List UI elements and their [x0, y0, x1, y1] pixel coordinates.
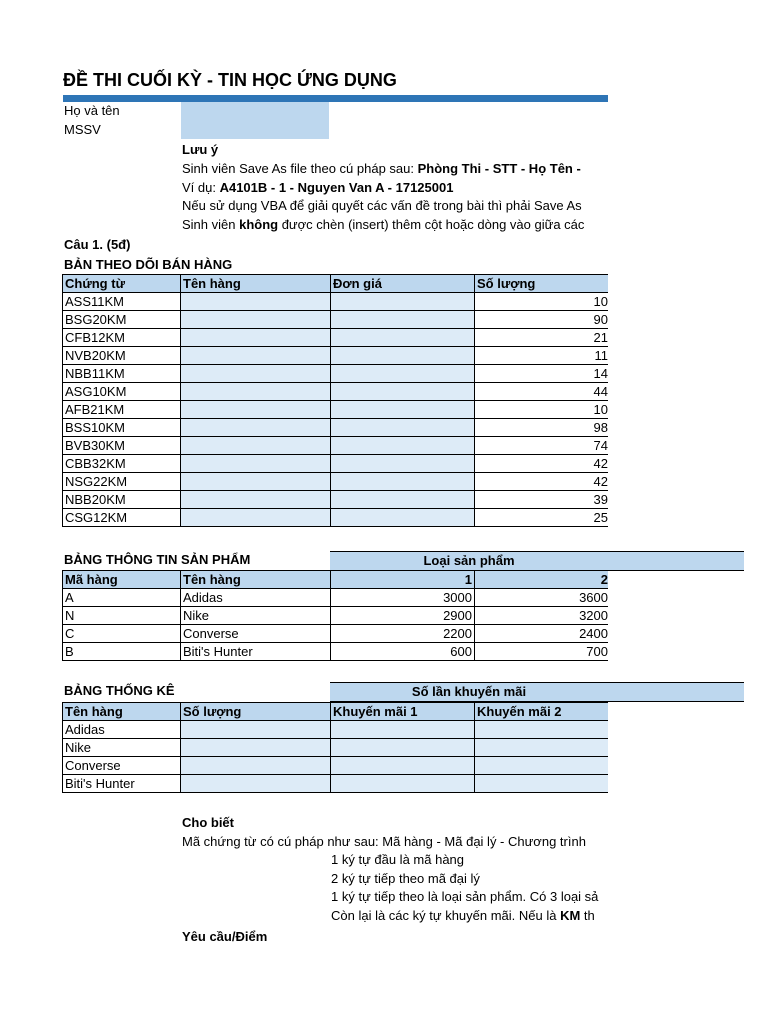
quantity-cell[interactable]: 11: [475, 347, 609, 365]
quantity-cell[interactable]: 25: [475, 509, 609, 527]
promo-1-input-cell[interactable]: [331, 757, 475, 775]
note-line-3: Nếu sử dụng VBA để giải quyết các vấn đề trong bài thì phải Save As: [182, 198, 582, 213]
document-code-cell[interactable]: NSG22KM: [63, 473, 181, 491]
quantity-cell[interactable]: 14: [475, 365, 609, 383]
document-code-cell[interactable]: BSS10KM: [63, 419, 181, 437]
sales-row: [63, 437, 609, 455]
unit-price-input-cell[interactable]: [331, 311, 475, 329]
header-type-2: 2: [475, 571, 609, 589]
product-name-cell[interactable]: Biti's Hunter: [181, 643, 331, 661]
product-name-input-cell[interactable]: [181, 473, 331, 491]
quantity-cell[interactable]: 10: [475, 293, 609, 311]
promo-1-input-cell[interactable]: [331, 721, 475, 739]
stats-quantity-input-cell[interactable]: [181, 757, 331, 775]
promo-count-header-band: [330, 682, 744, 702]
promo-2-input-cell[interactable]: [475, 757, 609, 775]
quantity-cell[interactable]: 44: [475, 383, 609, 401]
header-type-1: 1: [331, 571, 475, 589]
document-code-cell[interactable]: ASS11KM: [63, 293, 181, 311]
info-line-2: 1 ký tự đầu là mã hàng: [331, 852, 465, 867]
document-code-cell[interactable]: CSG12KM: [63, 509, 181, 527]
sales-row: [63, 401, 609, 419]
product-table: [62, 570, 608, 661]
stats-table-title: BẢNG THỐNG KÊ: [64, 683, 175, 698]
price-type-1-cell[interactable]: 3000: [331, 589, 475, 607]
product-name-input-cell[interactable]: [181, 401, 331, 419]
product-name-input-cell[interactable]: [181, 311, 331, 329]
unit-price-input-cell[interactable]: [331, 437, 475, 455]
question-1-label: Câu 1. (5đ): [64, 237, 131, 252]
stats-row: [63, 739, 609, 757]
document-code-cell[interactable]: CBB32KM: [63, 455, 181, 473]
stats-header-row: [63, 703, 609, 721]
sales-row: [63, 509, 609, 527]
info-heading: Cho biết: [182, 815, 234, 830]
stats-quantity-input-cell[interactable]: [181, 721, 331, 739]
sales-row: [63, 347, 609, 365]
unit-price-input-cell[interactable]: [331, 419, 475, 437]
product-code-cell[interactable]: B: [63, 643, 181, 661]
quantity-cell[interactable]: 21: [475, 329, 609, 347]
stats-product-name-cell[interactable]: Nike: [63, 739, 181, 757]
info-line-3: 2 ký tự tiếp theo mã đại lý: [331, 871, 480, 886]
header-promo-1: Khuyến mãi 1: [331, 703, 475, 721]
note-heading: Lưu ý: [182, 142, 219, 157]
unit-price-input-cell[interactable]: [331, 347, 475, 365]
price-type-2-cell[interactable]: 3200: [475, 607, 609, 625]
product-row: [63, 607, 609, 625]
sales-row: [63, 365, 609, 383]
sales-table: [62, 274, 608, 527]
sales-row: [63, 329, 609, 347]
header-unit-price: Đơn giá: [331, 275, 475, 293]
unit-price-input-cell[interactable]: [331, 365, 475, 383]
stats-row: [63, 775, 609, 793]
sales-header-row: [63, 275, 609, 293]
product-name-input-cell[interactable]: [181, 437, 331, 455]
product-row: [63, 589, 609, 607]
price-type-2-cell[interactable]: 2400: [475, 625, 609, 643]
header-document: Chứng từ: [63, 275, 181, 293]
sales-row: [63, 473, 609, 491]
stats-product-name-cell[interactable]: Adidas: [63, 721, 181, 739]
header-quantity: Số lượng: [181, 703, 331, 721]
stats-product-name-cell[interactable]: Biti's Hunter: [63, 775, 181, 793]
info-line-4: 1 ký tự tiếp theo là loại sản phẩm. Có 3 loại sả: [331, 889, 599, 904]
info-line-1: Mã chứng từ có cú pháp như sau: Mã hàng - Mã đại lý - Chương trình: [182, 834, 586, 849]
sales-row: [63, 383, 609, 401]
price-type-1-cell[interactable]: 2900: [331, 607, 475, 625]
header-product-name: Tên hàng: [181, 275, 331, 293]
product-name-input-cell[interactable]: [181, 293, 331, 311]
note-line-4: Sinh viên không được chèn (insert) thêm cột hoặc dòng vào giữa các: [182, 217, 585, 232]
product-name-input-cell[interactable]: [181, 347, 331, 365]
header-product-code: Mã hàng: [63, 571, 181, 589]
sales-row: [63, 293, 609, 311]
stats-table: [62, 702, 608, 793]
product-name-cell[interactable]: Adidas: [181, 589, 331, 607]
sales-row: [63, 491, 609, 509]
header-promo-2: Khuyến mãi 2: [475, 703, 609, 721]
document-code-cell[interactable]: AFB21KM: [63, 401, 181, 419]
unit-price-input-cell[interactable]: [331, 401, 475, 419]
product-code-cell[interactable]: C: [63, 625, 181, 643]
page-title: ĐỀ THI CUỐI KỲ - TIN HỌC ỨNG DỤNG: [63, 70, 397, 90]
document-code-cell[interactable]: CFB12KM: [63, 329, 181, 347]
product-type-header-band: [330, 551, 744, 571]
price-type-1-cell[interactable]: 600: [331, 643, 475, 661]
promo-2-input-cell[interactable]: [475, 739, 609, 757]
sales-row: [63, 455, 609, 473]
info-line-5: Còn lại là các ký tự khuyến mãi. Nếu là KM th: [331, 908, 595, 923]
requirements-heading: Yêu cầu/Điểm: [182, 929, 268, 944]
sales-row: [63, 311, 609, 329]
price-type-2-cell[interactable]: 3600: [475, 589, 609, 607]
header-product-name: Tên hàng: [63, 703, 181, 721]
document-code-cell[interactable]: BSG20KM: [63, 311, 181, 329]
unit-price-input-cell[interactable]: [331, 383, 475, 401]
product-name-input-cell[interactable]: [181, 365, 331, 383]
document-code-cell[interactable]: NBB11KM: [63, 365, 181, 383]
sales-table-title: BẢN THEO DÕI BÁN HÀNG: [64, 257, 233, 272]
student-id-label: MSSV: [64, 122, 101, 137]
document-code-cell[interactable]: NVB20KM: [63, 347, 181, 365]
product-code-cell[interactable]: A: [63, 589, 181, 607]
promo-count-group-header: Số lần khuyến mãi: [411, 684, 527, 699]
promo-2-input-cell[interactable]: [475, 721, 609, 739]
stats-row: [63, 721, 609, 739]
promo-1-input-cell[interactable]: [331, 739, 475, 757]
quantity-cell[interactable]: 10: [475, 401, 609, 419]
header-quantity: Số lượng: [475, 275, 609, 293]
quantity-cell[interactable]: 90: [475, 311, 609, 329]
quantity-cell[interactable]: 98: [475, 419, 609, 437]
product-name-input-cell[interactable]: [181, 329, 331, 347]
unit-price-input-cell[interactable]: [331, 329, 475, 347]
name-label: Họ và tên: [64, 103, 120, 118]
sales-row: [63, 419, 609, 437]
quantity-cell[interactable]: 42: [475, 473, 609, 491]
quantity-cell[interactable]: 74: [475, 437, 609, 455]
promo-2-input-cell[interactable]: [475, 775, 609, 793]
note-line-2: Ví dụ: A4101B - 1 - Nguyen Van A - 17125001: [182, 180, 454, 195]
unit-price-input-cell[interactable]: [331, 293, 475, 311]
product-name-input-cell[interactable]: [181, 383, 331, 401]
header-product-name: Tên hàng: [181, 571, 331, 589]
stats-quantity-input-cell[interactable]: [181, 739, 331, 757]
product-code-cell[interactable]: N: [63, 607, 181, 625]
document-code-cell[interactable]: ASG10KM: [63, 383, 181, 401]
stats-product-name-cell[interactable]: Converse: [63, 757, 181, 775]
product-name-input-cell[interactable]: [181, 491, 331, 509]
unit-price-input-cell[interactable]: [331, 509, 475, 527]
quantity-cell[interactable]: 39: [475, 491, 609, 509]
stats-quantity-input-cell[interactable]: [181, 775, 331, 793]
product-header-row: [63, 571, 609, 589]
document-code-cell[interactable]: NBB20KM: [63, 491, 181, 509]
product-row: [63, 643, 609, 661]
product-name-input-cell[interactable]: [181, 419, 331, 437]
product-name-input-cell[interactable]: [181, 455, 331, 473]
quantity-cell[interactable]: 42: [475, 455, 609, 473]
promo-1-input-cell[interactable]: [331, 775, 475, 793]
note-line-1: Sinh viên Save As file theo cú pháp sau: Phòng Thi - STT - Họ Tên -: [182, 161, 581, 176]
unit-price-input-cell[interactable]: [331, 455, 475, 473]
unit-price-input-cell[interactable]: [331, 473, 475, 491]
stats-row: [63, 757, 609, 775]
product-name-input-cell[interactable]: [181, 509, 331, 527]
document-code-cell[interactable]: BVB30KM: [63, 437, 181, 455]
price-type-1-cell[interactable]: 2200: [331, 625, 475, 643]
product-row: [63, 625, 609, 643]
product-name-cell[interactable]: Nike: [181, 607, 331, 625]
product-type-group-header: Loại sản phẩm: [423, 553, 515, 568]
product-table-title: BẢNG THÔNG TIN SẢN PHẨM: [64, 552, 251, 567]
unit-price-input-cell[interactable]: [331, 491, 475, 509]
price-type-2-cell[interactable]: 700: [475, 643, 609, 661]
product-name-cell[interactable]: Converse: [181, 625, 331, 643]
